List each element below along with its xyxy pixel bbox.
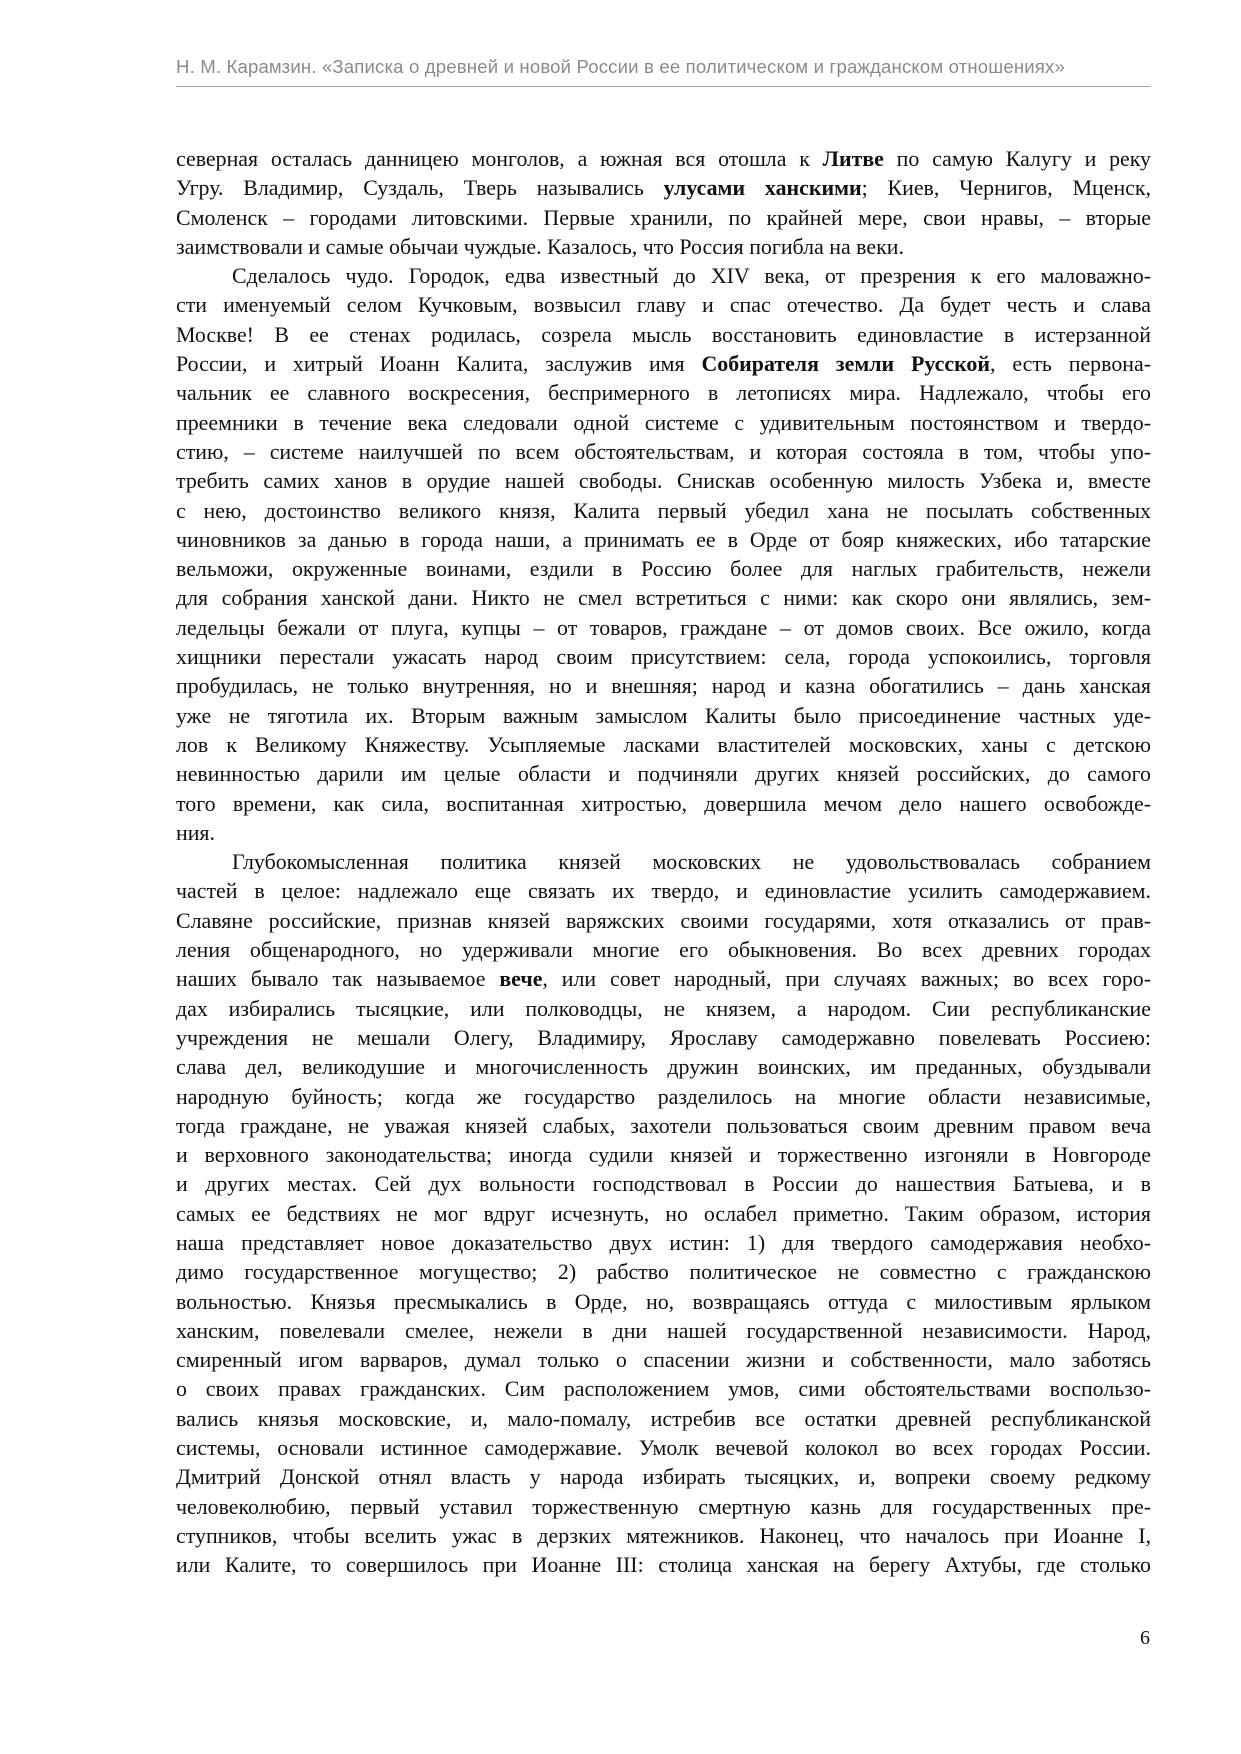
text-line xyxy=(176,964,1151,993)
text-line xyxy=(176,701,1151,730)
text-segment: ления общенародного, но удерживали многие его обыкновения. Во всех древних городах xyxy=(176,937,1151,963)
text-segment: сти именуемый селом Кучковым, возвысил главу и спас отечество. Да будет честь и слава xyxy=(176,292,1151,318)
text-segment: ступников, чтобы вселить ужас в дерзких мятежников. Наконец, что началось при Иоанне I, xyxy=(176,1522,1151,1548)
text-line xyxy=(176,1287,1151,1316)
text-segment: с нею, достоинство великого князя, Калита первый убедил хана не посылать собственных xyxy=(176,497,1151,523)
text-segment: народную буйность; когда же государство разделилось на многие области независимые, xyxy=(176,1083,1151,1109)
text-segment: учреждения не мешали Олегу, Владимиру, Ярославу самодержавно повелевать Россиею: xyxy=(176,1024,1151,1050)
text-line xyxy=(176,496,1151,525)
text-line xyxy=(176,1492,1151,1521)
text-segment: димо государственное могущество; 2) рабство политическое не совместно с гражданскою xyxy=(176,1259,1151,1285)
text-segment: стию, – системе наилучшей по всем обстоятельствам, и которая состояла в том, чтобы упо- xyxy=(176,438,1151,464)
text-segment: тогда граждане, не уважая князей слабых, захотели пользоваться своим древним правом веча xyxy=(176,1112,1151,1138)
text-line xyxy=(176,554,1151,583)
text-segment: чиновников за данью в города наши, а принимать ее в Орде от бояр княжеских, ибо татарские xyxy=(176,526,1151,552)
text-segment: наших бывало так называемое xyxy=(176,966,500,992)
text-line xyxy=(176,349,1151,378)
text-line xyxy=(176,1521,1151,1550)
text-segment: ледельцы бежали от плуга, купцы – от товаров, граждане – от домов своих. Все ожило, когда xyxy=(176,614,1151,640)
bold-term: вече xyxy=(499,966,543,992)
text-line xyxy=(176,994,1151,1023)
text-segment: заимствовали и самые обычаи чуждые. Казалось, что Россия погибла на веки. xyxy=(176,233,904,259)
running-header: Н. М. Карамзин. «Записка о древней и новой России в ее политическом и гражданском отношениях» xyxy=(176,56,1065,77)
text-segment: Глубокомысленная политика князей московских не удовольствовалась собранием xyxy=(232,849,1151,875)
text-line xyxy=(176,876,1151,905)
text-segment: пробудилась, не только внутренняя, но и внешняя; народ и казна обогатились – дань ханская xyxy=(176,673,1151,699)
text-line xyxy=(176,408,1151,437)
text-line xyxy=(176,1082,1151,1111)
text-segment: слава дел, великодушие и многочисленность дружин воинских, им преданных, обуздывали xyxy=(176,1054,1151,1080)
text-line xyxy=(176,906,1151,935)
text-line xyxy=(176,642,1151,671)
text-line xyxy=(176,173,1151,202)
text-line xyxy=(176,1169,1151,1198)
text-line xyxy=(176,730,1151,759)
text-line xyxy=(176,1316,1151,1345)
text-segment: ханским, повелевали смелее, нежели в дни нашей государственной независимости. Народ, xyxy=(176,1317,1151,1343)
text-segment: Сделалось чудо. Городок, едва известный до XIV века, от презрения к его маловажно- xyxy=(232,263,1151,289)
text-segment: России, и хитрый Иоанн Калита, заслужив имя xyxy=(176,351,702,377)
text-line xyxy=(176,671,1151,700)
text-segment: лов к Великому Княжеству. Усыпляемые ласками властителей московских, ханы с детскою xyxy=(176,731,1151,757)
text-segment: для собрания ханской дани. Никто не смел встретиться с ними: как скоро они являлись, зем- xyxy=(176,585,1151,611)
text-segment: преемники в течение века следовали одной системе с удивительным постоянством и твердо- xyxy=(176,409,1151,435)
text-segment: вались князья московские, и, мало-помалу, истребив все остатки древней республиканской xyxy=(176,1405,1151,1431)
bold-term: Собирателя земли Русской xyxy=(701,351,990,377)
text-line xyxy=(176,144,1151,173)
text-line xyxy=(176,1550,1151,1579)
text-segment: Угру. Владимир, Суздаль, Тверь назывались xyxy=(176,175,664,201)
text-segment: , или совет народный, при случаях важных; во всех горо- xyxy=(542,966,1151,992)
text-line xyxy=(176,203,1151,232)
text-line xyxy=(176,818,1151,847)
bold-term: Литве xyxy=(822,146,884,171)
text-segment: Москве! В ее стенах родилась, созрела мысль восстановить единовластие в истерзанной xyxy=(176,321,1151,347)
body-text xyxy=(176,144,1151,1580)
text-segment: системы, основали истинное самодержавие. Умолк вечевой колокол во всех городах России. xyxy=(176,1435,1151,1461)
text-line xyxy=(176,378,1151,407)
text-line xyxy=(176,1052,1151,1081)
text-line xyxy=(176,1023,1151,1052)
text-line xyxy=(176,1199,1151,1228)
text-line xyxy=(176,613,1151,642)
text-segment: смиренный игом варваров, думал только о спасении жизни и собственности, мало заботясь xyxy=(176,1347,1151,1373)
text-segment: ; Киев, Чернигов, Мценск, xyxy=(861,175,1151,201)
text-line xyxy=(176,1374,1151,1403)
text-segment: уже не тяготила их. Вторым важным замыслом Калиты было присоединение частных уде- xyxy=(176,702,1151,728)
text-line xyxy=(176,1345,1151,1374)
text-line xyxy=(176,466,1151,495)
text-segment: по самую Калугу и реку xyxy=(883,146,1151,171)
text-segment: хищники перестали ужасать народ своим присутствием: села, города успокоились, торговля xyxy=(176,644,1151,670)
text-segment: о своих правах гражданских. Сим расположением умов, сими обстоятельствами воспользо- xyxy=(176,1376,1151,1402)
text-segment: или Калите, то совершилось при Иоанне III: столица ханская на берегу Ахтубы, где столько xyxy=(176,1552,1151,1578)
header-rule xyxy=(176,86,1151,87)
text-segment: чальник ее славного воскресения, беспримерного в летописях мира. Надлежало, чтобы его xyxy=(176,380,1151,406)
text-segment: Дмитрий Донской отнял власть у народа избирать тысяцких, и, вопреки своему редкому xyxy=(176,1464,1151,1490)
text-segment: вольностью. Князья пресмыкались в Орде, но, возвращаясь оттуда с милостивым ярлыком xyxy=(176,1288,1151,1314)
text-line xyxy=(176,525,1151,554)
text-line xyxy=(176,232,1151,261)
text-segment: дах избирались тысяцкие, или полководцы, не князем, а народом. Сии республиканские xyxy=(176,995,1151,1021)
text-segment: того времени, как сила, воспитанная хитростью, довершила мечом дело нашего освобожде- xyxy=(176,790,1151,816)
text-line xyxy=(176,789,1151,818)
text-segment: частей в целое: надлежало еще связать их твердо, и единовластие усилить самодержавием. xyxy=(176,878,1151,904)
text-line xyxy=(176,935,1151,964)
text-line xyxy=(176,759,1151,788)
text-line xyxy=(176,437,1151,466)
text-segment: вельможи, окруженные воинами, ездили в Россию более для наглых грабительств, нежели xyxy=(176,556,1151,582)
text-segment: ния. xyxy=(176,819,215,845)
text-line xyxy=(176,1404,1151,1433)
text-segment: , есть первона- xyxy=(989,351,1151,377)
text-line xyxy=(176,290,1151,319)
text-segment: требить самих ханов в орудие нашей свободы. Снискав особенную милость Узбека и, вместе xyxy=(176,468,1151,494)
text-line xyxy=(176,1111,1151,1140)
text-segment: северная осталась данницею монголов, а южная вся отошла к xyxy=(176,146,823,171)
text-segment: и других местах. Сей дух вольности господствовал в России до нашествия Батыева, и в xyxy=(176,1171,1151,1197)
text-segment: самых ее бедствиях не мог вдруг исчезнуть, но ослабел приметно. Таким образом, история xyxy=(176,1200,1151,1226)
text-line xyxy=(176,847,1151,876)
text-segment: наша представляет новое доказательство двух истин: 1) для твердого самодержавия необхо- xyxy=(176,1229,1151,1255)
text-line xyxy=(176,320,1151,349)
text-segment: и верховного законодательства; иногда судили князей и торжественно изгоняли в Новгороде xyxy=(176,1142,1151,1168)
text-line xyxy=(176,583,1151,612)
text-line xyxy=(176,1228,1151,1257)
text-segment: невинностью дарили им целые области и подчиняли других князей российских, до самого xyxy=(176,761,1151,787)
text-line xyxy=(176,1257,1151,1286)
text-line xyxy=(176,1140,1151,1169)
text-segment: Славяне российские, признав князей варяжских своими государями, хотя отказались от прав- xyxy=(176,907,1151,933)
text-line xyxy=(176,261,1151,290)
text-line xyxy=(176,1462,1151,1491)
bold-term: улусами ханскими xyxy=(663,175,862,201)
page-number: 6 xyxy=(1140,1627,1150,1649)
text-segment: человеколюбию, первый уставил торжественную смертную казнь для государственных пре- xyxy=(176,1493,1151,1519)
text-line xyxy=(176,1433,1151,1462)
text-segment: Смоленск – городами литовскими. Первые хранили, по крайней мере, свои нравы, – вторые xyxy=(176,204,1151,230)
